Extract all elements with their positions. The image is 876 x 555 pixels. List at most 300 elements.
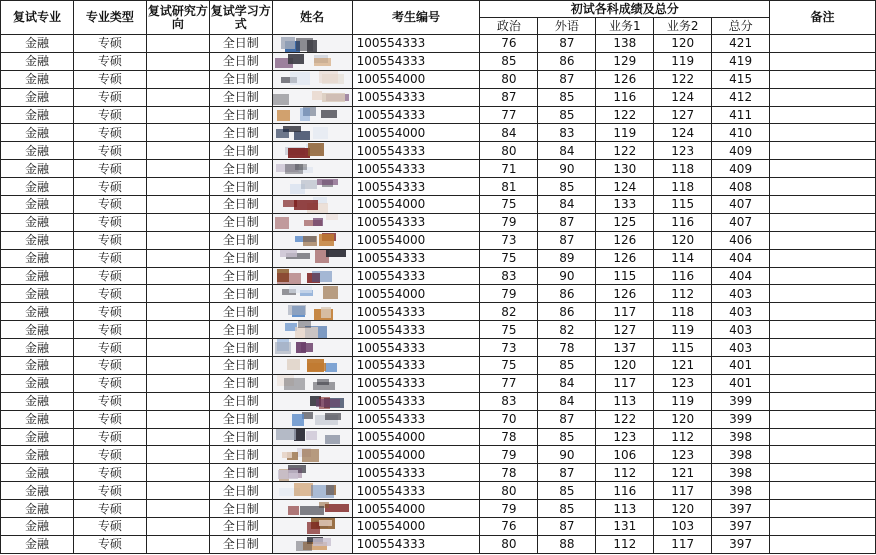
mode-cell: 全日制 (209, 35, 272, 53)
direction-cell (146, 518, 209, 536)
remark-cell (770, 249, 876, 267)
subject1-cell: 126 (596, 231, 654, 249)
remark-cell (770, 35, 876, 53)
redaction-block (307, 522, 320, 534)
major-cell: 金融 (1, 88, 74, 106)
major-cell: 金融 (1, 482, 74, 500)
table-row (1, 339, 876, 357)
exam-no-cell: 100554333 (352, 178, 480, 196)
exam-no-cell: 100554000 (352, 285, 480, 303)
direction-cell (146, 142, 209, 160)
mode-cell: 全日制 (209, 285, 272, 303)
table-row (1, 249, 876, 267)
foreign-cell: 90 (538, 267, 596, 285)
remark-cell (770, 464, 876, 482)
subject1-cell: 122 (596, 410, 654, 428)
major-cell: 金融 (1, 535, 74, 553)
subject2-cell: 117 (654, 535, 712, 553)
type-cell: 专硕 (73, 267, 146, 285)
total-cell: 401 (712, 374, 770, 392)
exam-no-cell: 100554333 (352, 303, 480, 321)
direction-cell (146, 160, 209, 178)
redaction-block (295, 327, 318, 338)
subject1-cell: 123 (596, 428, 654, 446)
total-cell: 404 (712, 267, 770, 285)
name-cell (272, 482, 352, 500)
redaction-block (301, 180, 317, 189)
redaction-block (317, 179, 338, 185)
politics-cell: 85 (480, 52, 538, 70)
exam-no-cell: 100554333 (352, 374, 480, 392)
major-cell: 金融 (1, 446, 74, 464)
table-row (1, 124, 876, 142)
redaction-block (290, 72, 310, 85)
major-cell: 金融 (1, 374, 74, 392)
redaction-block (311, 485, 334, 498)
remark-cell (770, 213, 876, 231)
direction-cell (146, 267, 209, 285)
exam-no-cell: 100554333 (352, 106, 480, 124)
politics-cell: 75 (480, 196, 538, 214)
table-row (1, 35, 876, 53)
subject2-cell: 124 (654, 124, 712, 142)
direction-cell (146, 339, 209, 357)
redaction-block (301, 343, 313, 352)
redaction-block (277, 110, 290, 121)
redaction-block (284, 378, 305, 390)
type-cell: 专硕 (73, 464, 146, 482)
name-cell (272, 321, 352, 339)
foreign-cell: 88 (538, 535, 596, 553)
exam-no-cell: 100554333 (352, 410, 480, 428)
politics-cell: 80 (480, 482, 538, 500)
subject2-cell: 114 (654, 249, 712, 267)
remark-cell (770, 142, 876, 160)
direction-cell (146, 88, 209, 106)
total-cell: 411 (712, 106, 770, 124)
politics-cell: 82 (480, 303, 538, 321)
subject2-cell: 120 (654, 35, 712, 53)
name-cell (272, 213, 352, 231)
type-cell: 专硕 (73, 178, 146, 196)
type-cell: 专硕 (73, 142, 146, 160)
foreign-cell: 85 (538, 357, 596, 375)
name-cell (272, 392, 352, 410)
type-cell: 专硕 (73, 231, 146, 249)
exam-no-cell: 100554333 (352, 321, 480, 339)
exam-no-cell: 100554333 (352, 142, 480, 160)
foreign-cell: 86 (538, 303, 596, 321)
redaction-block (281, 37, 295, 49)
subject1-cell: 133 (596, 196, 654, 214)
total-cell: 401 (712, 357, 770, 375)
foreign-cell: 85 (538, 428, 596, 446)
major-cell: 金融 (1, 249, 74, 267)
exam-no-cell: 100554333 (352, 339, 480, 357)
type-cell: 专硕 (73, 303, 146, 321)
name-cell (272, 124, 352, 142)
total-cell: 398 (712, 446, 770, 464)
foreign-cell: 82 (538, 321, 596, 339)
remark-cell (770, 374, 876, 392)
exam-no-cell: 100554000 (352, 500, 480, 518)
major-cell: 金融 (1, 339, 74, 357)
table-row (1, 52, 876, 70)
redaction-block (275, 217, 289, 229)
redaction-block (296, 541, 312, 551)
subject2-cell: 116 (654, 267, 712, 285)
table-row (1, 178, 876, 196)
redaction-block (287, 359, 300, 370)
politics-cell: 73 (480, 339, 538, 357)
header-exam-no: 考生编号 (352, 1, 480, 35)
foreign-cell: 78 (538, 339, 596, 357)
total-cell: 415 (712, 70, 770, 88)
total-cell: 399 (712, 392, 770, 410)
name-cell (272, 464, 352, 482)
mode-cell: 全日制 (209, 374, 272, 392)
subject1-cell: 137 (596, 339, 654, 357)
type-cell: 专硕 (73, 249, 146, 267)
redaction-block (313, 382, 335, 390)
subject2-cell: 127 (654, 106, 712, 124)
redaction-block (288, 506, 299, 515)
redaction-block (273, 94, 289, 105)
redaction-block (319, 234, 334, 246)
foreign-cell: 85 (538, 482, 596, 500)
direction-cell (146, 482, 209, 500)
remark-cell (770, 196, 876, 214)
mode-cell: 全日制 (209, 249, 272, 267)
name-cell (272, 231, 352, 249)
total-cell: 403 (712, 321, 770, 339)
exam-no-cell: 100554333 (352, 267, 480, 285)
total-cell: 403 (712, 285, 770, 303)
table-row (1, 535, 876, 553)
exam-no-cell: 100554333 (352, 482, 480, 500)
subject2-cell: 120 (654, 410, 712, 428)
redaction-block (292, 414, 304, 426)
total-cell: 403 (712, 303, 770, 321)
subject2-cell: 123 (654, 446, 712, 464)
exam-no-cell: 100554333 (352, 464, 480, 482)
redaction-block (276, 129, 289, 138)
total-cell: 408 (712, 178, 770, 196)
politics-cell: 87 (480, 88, 538, 106)
exam-no-cell: 100554333 (352, 35, 480, 53)
table-row (1, 70, 876, 88)
header-type: 专业类型 (73, 1, 146, 35)
major-cell: 金融 (1, 196, 74, 214)
major-cell: 金融 (1, 500, 74, 518)
redaction-block (302, 449, 319, 462)
type-cell: 专硕 (73, 285, 146, 303)
major-cell: 金融 (1, 285, 74, 303)
mode-cell: 全日制 (209, 52, 272, 70)
header-politics: 政治 (480, 18, 538, 35)
politics-cell: 79 (480, 285, 538, 303)
redaction-block (319, 520, 332, 526)
redaction-block (312, 91, 322, 100)
subject2-cell: 119 (654, 321, 712, 339)
table-row (1, 303, 876, 321)
remark-cell (770, 428, 876, 446)
total-cell: 398 (712, 428, 770, 446)
redaction-block (288, 54, 304, 64)
type-cell: 专硕 (73, 500, 146, 518)
name-cell (272, 428, 352, 446)
direction-cell (146, 178, 209, 196)
politics-cell: 83 (480, 267, 538, 285)
subject1-cell: 124 (596, 178, 654, 196)
politics-cell: 76 (480, 518, 538, 536)
major-cell: 金融 (1, 52, 74, 70)
major-cell: 金融 (1, 213, 74, 231)
direction-cell (146, 70, 209, 88)
table-row (1, 392, 876, 410)
foreign-cell: 83 (538, 124, 596, 142)
mode-cell: 全日制 (209, 464, 272, 482)
subject2-cell: 115 (654, 196, 712, 214)
remark-cell (770, 106, 876, 124)
name-cell (272, 35, 352, 53)
name-cell (272, 160, 352, 178)
foreign-cell: 87 (538, 518, 596, 536)
redaction-block (300, 506, 324, 515)
mode-cell: 全日制 (209, 303, 272, 321)
subject2-cell: 124 (654, 88, 712, 106)
mode-cell: 全日制 (209, 142, 272, 160)
politics-cell: 70 (480, 410, 538, 428)
foreign-cell: 84 (538, 196, 596, 214)
direction-cell (146, 249, 209, 267)
name-cell (272, 374, 352, 392)
direction-cell (146, 213, 209, 231)
mode-cell: 全日制 (209, 178, 272, 196)
mode-cell: 全日制 (209, 535, 272, 553)
mode-cell: 全日制 (209, 267, 272, 285)
major-cell: 金融 (1, 124, 74, 142)
direction-cell (146, 231, 209, 249)
header-major: 复试专业 (1, 1, 74, 35)
redaction-block (276, 429, 296, 440)
redaction-block (326, 250, 346, 257)
exam-no-cell: 100554000 (352, 124, 480, 142)
remark-cell (770, 267, 876, 285)
direction-cell (146, 357, 209, 375)
remark-cell (770, 357, 876, 375)
politics-cell: 81 (480, 178, 538, 196)
total-cell: 419 (712, 52, 770, 70)
remark-cell (770, 124, 876, 142)
politics-cell: 77 (480, 374, 538, 392)
foreign-cell: 86 (538, 52, 596, 70)
table-row (1, 374, 876, 392)
subject2-cell: 115 (654, 339, 712, 357)
foreign-cell: 86 (538, 285, 596, 303)
subject1-cell: 138 (596, 35, 654, 53)
type-cell: 专硕 (73, 518, 146, 536)
subject2-cell: 112 (654, 285, 712, 303)
foreign-cell: 90 (538, 160, 596, 178)
mode-cell: 全日制 (209, 231, 272, 249)
table-row (1, 464, 876, 482)
foreign-cell: 87 (538, 410, 596, 428)
subject1-cell: 122 (596, 142, 654, 160)
header-subject1: 业务1 (596, 18, 654, 35)
direction-cell (146, 464, 209, 482)
foreign-cell: 87 (538, 464, 596, 482)
redaction-block (308, 143, 324, 156)
name-cell (272, 142, 352, 160)
exam-no-cell: 100554000 (352, 428, 480, 446)
redaction-block (313, 218, 323, 226)
exam-no-cell: 100554333 (352, 535, 480, 553)
redaction-block (313, 538, 331, 546)
redaction-block (285, 164, 303, 174)
redaction-block (288, 148, 310, 158)
table-row (1, 357, 876, 375)
total-cell: 398 (712, 464, 770, 482)
subject1-cell: 120 (596, 357, 654, 375)
type-cell: 专硕 (73, 357, 146, 375)
table-row (1, 321, 876, 339)
exam-no-cell: 100554000 (352, 446, 480, 464)
subject2-cell: 103 (654, 518, 712, 536)
name-cell (272, 357, 352, 375)
politics-cell: 78 (480, 464, 538, 482)
subject2-cell: 118 (654, 178, 712, 196)
type-cell: 专硕 (73, 410, 146, 428)
foreign-cell: 85 (538, 88, 596, 106)
name-cell (272, 410, 352, 428)
type-cell: 专硕 (73, 339, 146, 357)
exam-no-cell: 100554333 (352, 392, 480, 410)
remark-cell (770, 535, 876, 553)
subject2-cell: 121 (654, 464, 712, 482)
type-cell: 专硕 (73, 196, 146, 214)
subject2-cell: 116 (654, 213, 712, 231)
subject1-cell: 126 (596, 70, 654, 88)
redaction-block (326, 214, 338, 220)
redaction-block (325, 413, 341, 420)
remark-cell (770, 392, 876, 410)
politics-cell: 71 (480, 160, 538, 178)
mode-cell: 全日制 (209, 339, 272, 357)
subject1-cell: 116 (596, 88, 654, 106)
redaction-block (312, 271, 332, 282)
total-cell: 407 (712, 213, 770, 231)
table-row (1, 160, 876, 178)
name-cell (272, 303, 352, 321)
subject1-cell: 122 (596, 106, 654, 124)
major-cell: 金融 (1, 178, 74, 196)
mode-cell: 全日制 (209, 518, 272, 536)
header-scores-group: 初试各科成绩及总分 (480, 1, 770, 18)
foreign-cell: 85 (538, 106, 596, 124)
subject2-cell: 120 (654, 231, 712, 249)
redaction-block (278, 470, 298, 479)
redaction-block (303, 236, 317, 246)
total-cell: 398 (712, 482, 770, 500)
politics-cell: 78 (480, 428, 538, 446)
politics-cell: 75 (480, 249, 538, 267)
type-cell: 专硕 (73, 70, 146, 88)
direction-cell (146, 410, 209, 428)
major-cell: 金融 (1, 428, 74, 446)
total-cell: 399 (712, 410, 770, 428)
type-cell: 专硕 (73, 446, 146, 464)
exam-no-cell: 100554333 (352, 357, 480, 375)
subject2-cell: 119 (654, 392, 712, 410)
direction-cell (146, 428, 209, 446)
redaction-block (282, 452, 292, 458)
subject1-cell: 112 (596, 464, 654, 482)
table-row (1, 231, 876, 249)
direction-cell (146, 303, 209, 321)
total-cell: 409 (712, 160, 770, 178)
subject2-cell: 122 (654, 70, 712, 88)
remark-cell (770, 160, 876, 178)
name-cell (272, 500, 352, 518)
type-cell: 专硕 (73, 35, 146, 53)
table-row (1, 142, 876, 160)
header-name: 姓名 (272, 1, 352, 35)
direction-cell (146, 106, 209, 124)
redaction-block (325, 435, 340, 444)
mode-cell: 全日制 (209, 213, 272, 231)
direction-cell (146, 35, 209, 53)
table-row (1, 518, 876, 536)
direction-cell (146, 321, 209, 339)
direction-cell (146, 124, 209, 142)
total-cell: 404 (712, 249, 770, 267)
subject1-cell: 119 (596, 124, 654, 142)
politics-cell: 73 (480, 231, 538, 249)
remark-cell (770, 88, 876, 106)
subject1-cell: 130 (596, 160, 654, 178)
subject1-cell: 112 (596, 535, 654, 553)
name-cell (272, 339, 352, 357)
name-cell (272, 70, 352, 88)
politics-cell: 83 (480, 392, 538, 410)
major-cell: 金融 (1, 142, 74, 160)
exam-no-cell: 100554000 (352, 231, 480, 249)
major-cell: 金融 (1, 518, 74, 536)
header-remark: 备注 (770, 1, 876, 35)
mode-cell: 全日制 (209, 410, 272, 428)
major-cell: 金融 (1, 392, 74, 410)
subject2-cell: 118 (654, 160, 712, 178)
major-cell: 金融 (1, 321, 74, 339)
mode-cell: 全日制 (209, 428, 272, 446)
politics-cell: 80 (480, 70, 538, 88)
redaction-block (325, 363, 337, 372)
politics-cell: 79 (480, 500, 538, 518)
politics-cell: 84 (480, 124, 538, 142)
remark-cell (770, 70, 876, 88)
name-cell (272, 52, 352, 70)
total-cell: 397 (712, 518, 770, 536)
mode-cell: 全日制 (209, 321, 272, 339)
redaction-block (277, 273, 301, 284)
direction-cell (146, 196, 209, 214)
mode-cell: 全日制 (209, 357, 272, 375)
type-cell: 专硕 (73, 160, 146, 178)
direction-cell (146, 374, 209, 392)
foreign-cell: 87 (538, 213, 596, 231)
type-cell: 专硕 (73, 124, 146, 142)
